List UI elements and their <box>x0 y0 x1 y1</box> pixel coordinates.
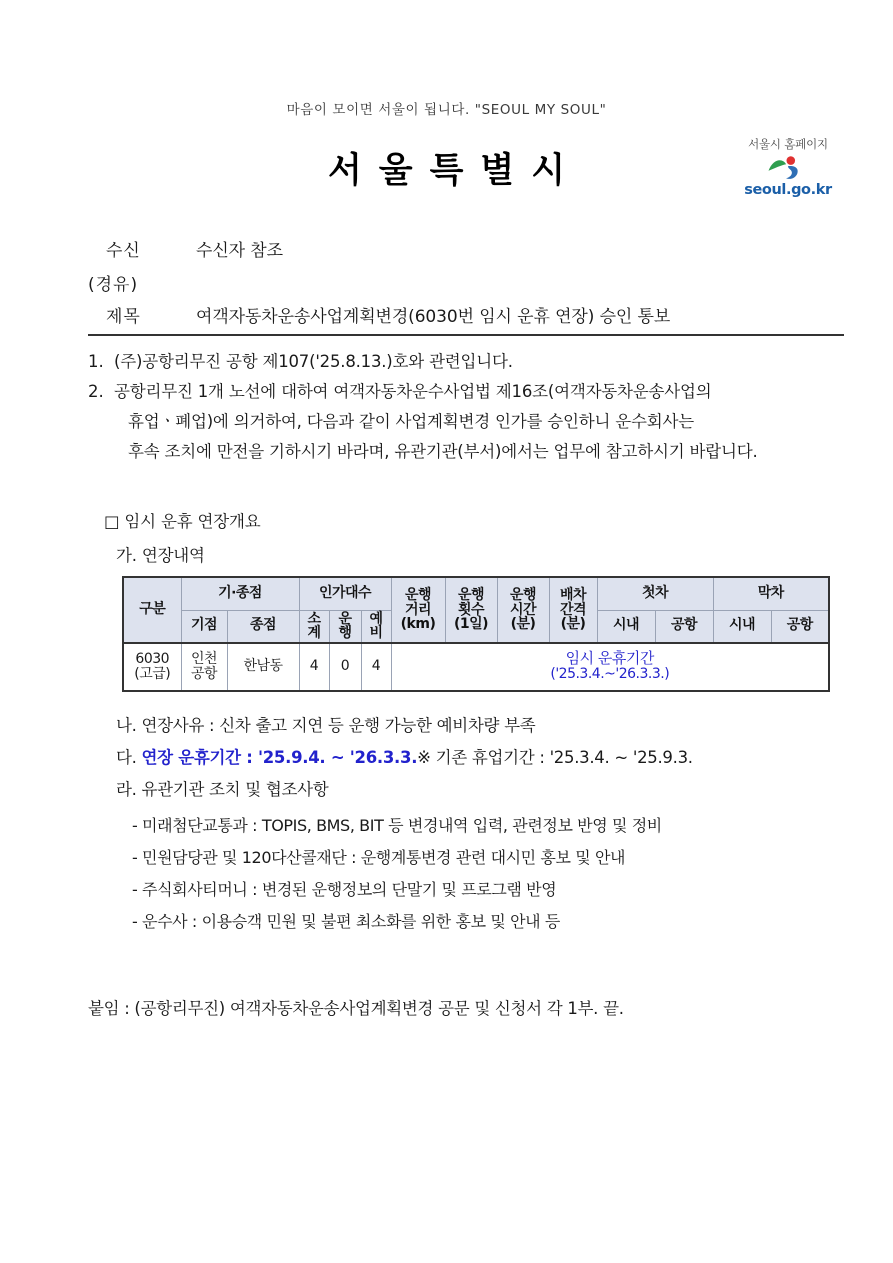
schedule-table <box>122 576 830 692</box>
th-origin-destination: 기·종점 <box>181 577 299 610</box>
item-period-value: 연장 운휴기간 : '25.9.4. ~ '26.3.3. <box>141 748 418 767</box>
paragraph-2-line-2: 휴업ㆍ폐업)에 의거하여, 다음과 같이 사업계획변경 인가를 승인하니 운수회사는 <box>128 412 694 431</box>
th-first-city: 시내 <box>597 610 655 643</box>
header-divider <box>88 334 844 336</box>
th-headway <box>549 577 597 643</box>
cell-gubun-l2: (고급) <box>134 665 171 682</box>
paragraph-1-number: 1. <box>88 352 104 371</box>
th-last-airport: 공항 <box>771 610 829 643</box>
detail-items <box>88 710 848 938</box>
subject-row <box>88 302 844 338</box>
cell-origin-l2: 공항 <box>190 665 218 682</box>
cell-origin <box>181 643 227 691</box>
list-item: - 운수사 : 이용승객 민원 및 불편 최소화를 위한 홍보 및 안내 등 <box>132 912 560 931</box>
th-operating-time-l1: 운행 <box>509 586 537 603</box>
item-reason: 나. 연장사유 : 신차 출고 지연 등 운행 가능한 예비차량 부족 <box>116 716 536 735</box>
slogan-text: 마음이 모이면 서울이 됩니다. "SEOUL MY SOUL" <box>286 102 607 118</box>
list-item: - 민원담당관 및 120다산콜재단 : 운행계통변경 관련 대시민 홍보 및 안내 <box>132 848 626 867</box>
th-operating-time-l2: 시간 <box>509 601 537 618</box>
th-first-airport: 공항 <box>655 610 713 643</box>
logo-caption: 서울시 홈페이지 <box>748 137 828 151</box>
th-operating-count-l2: 횟수 <box>457 601 485 618</box>
th-origin: 기점 <box>181 610 227 643</box>
outline-subheading: 가. 연장내역 <box>116 546 205 565</box>
item-period <box>88 742 848 774</box>
recipient-value: 수신자 참조 <box>196 241 283 261</box>
th-operating-count-l1: 운행 <box>457 586 485 603</box>
th-last-city: 시내 <box>713 610 771 643</box>
document-meta-block <box>88 236 844 338</box>
paragraph-1 <box>88 347 848 377</box>
th-destination: 종점 <box>227 610 299 643</box>
th-subtotal: 소 계 <box>299 610 329 643</box>
th-first-bus: 첫차 <box>597 577 713 610</box>
th-gubun: 구분 <box>123 577 181 643</box>
paragraph-2 <box>88 377 848 467</box>
item-period-note: ※ 기존 휴업기간 : '25.3.4. ~ '25.9.3. <box>417 748 693 767</box>
paragraph-1-text <box>114 347 848 377</box>
via-label: (경유) <box>88 275 139 295</box>
cell-suspension-period <box>391 643 829 691</box>
th-operating-count-unit: (1일) <box>453 616 489 633</box>
cooperation-list <box>88 810 848 938</box>
page-title: 서울특별시 <box>327 151 583 191</box>
subject-value: 여객자동차운송사업계획변경(6030번 임시 운휴 연장) 승인 통보 <box>196 307 671 327</box>
recipient-row <box>88 236 844 270</box>
schedule-table-wrapper <box>122 576 828 692</box>
via-row <box>88 270 844 302</box>
cell-destination: 한남동 <box>227 643 299 691</box>
paragraph-2-line-1: 공항리무진 1개 노선에 대하여 여객자동차운수사업법 제16조(여객자동차운송사업의 <box>114 382 712 401</box>
item-cooperation-heading: 라. 유관기관 조치 및 협조사항 <box>116 780 329 799</box>
th-headway-unit: (분) <box>560 616 586 633</box>
outline-heading: □ 임시 운휴 연장개요 <box>104 512 261 531</box>
paragraph-1-line-1: (주)공항리무진 공항 제107('25.8.13.)호와 관련입니다. <box>114 352 513 371</box>
table-row <box>123 643 829 691</box>
body-paragraphs <box>88 347 848 467</box>
list-item: - 주식회사티머니 : 변경된 운행정보의 단말기 및 프로그램 반영 <box>132 880 557 899</box>
cell-suspension-title: 임시 운휴기간 <box>565 649 654 668</box>
cell-spare: 4 <box>361 643 391 691</box>
cell-origin-l1: 인천 <box>190 651 218 668</box>
list-item: - 미래첨단교통과 : TOPIS, BMS, BIT 등 변경내역 입력, 관련정보 반영 및 정비 <box>132 816 662 835</box>
table-header-row-1 <box>123 577 829 610</box>
recipient-label: 수신 <box>106 241 141 261</box>
th-operating-distance-l1: 운행 <box>404 586 432 603</box>
cell-gubun-l1: 6030 <box>135 651 170 668</box>
th-headway-l1: 배차 <box>559 586 587 603</box>
cell-gubun <box>123 643 181 691</box>
th-operating-count <box>445 577 497 643</box>
th-spare: 예 비 <box>361 610 391 643</box>
th-headway-l2: 간격 <box>559 601 587 618</box>
attachment-line: 붙임 : (공항리무진) 여객자동차운송사업계획변경 공문 및 신청서 각 1부. 끝. <box>88 999 624 1018</box>
th-in-service: 운 행 <box>329 610 361 643</box>
th-operating-distance-l2: 거리 <box>404 601 432 618</box>
subject-label: 제목 <box>106 307 141 327</box>
th-approved-vehicles: 인가대수 <box>299 577 391 610</box>
cell-suspension-dates: ('25.3.4.~'26.3.3.) <box>550 665 670 682</box>
outline-section <box>88 508 848 566</box>
th-last-bus: 막차 <box>713 577 829 610</box>
logo-url-text: seoul.go.kr <box>744 182 832 198</box>
item-period-prefix: 다. <box>116 748 142 767</box>
cell-in-service: 0 <box>329 643 361 691</box>
paragraph-2-number: 2. <box>88 382 104 401</box>
paragraph-2-line-3: 후속 조치에 만전을 기하시기 바라며, 유관기관(부서)에서는 업무에 참고하시기 바랍니다. <box>128 442 758 461</box>
seoul-symbol-icon <box>765 155 811 181</box>
th-operating-distance <box>391 577 445 643</box>
th-operating-time-unit: (분) <box>510 616 536 633</box>
cell-subtotal: 4 <box>299 643 329 691</box>
paragraph-2-text <box>114 377 848 467</box>
seoul-homepage-logo <box>728 136 848 198</box>
th-operating-distance-unit: (km) <box>400 616 436 633</box>
th-operating-time <box>497 577 549 643</box>
